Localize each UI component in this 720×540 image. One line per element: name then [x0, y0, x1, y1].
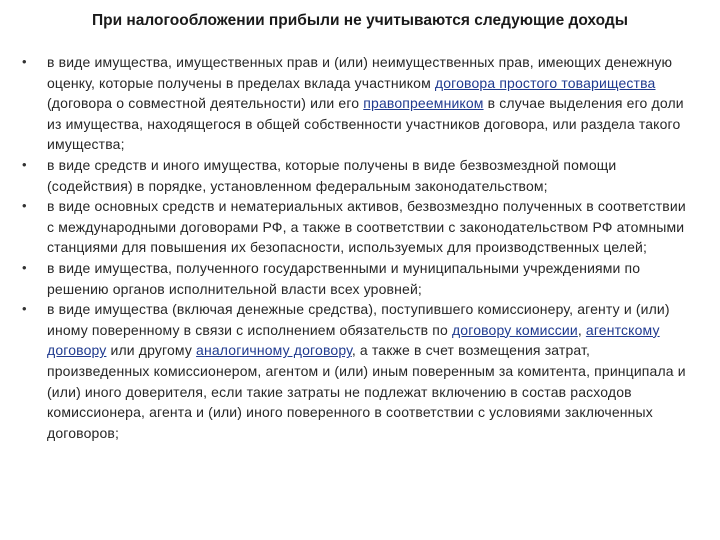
item-text: или другому [106, 342, 197, 359]
link-commission-agreement[interactable]: договору комиссии [451, 321, 578, 338]
link-similar-agreement[interactable]: аналогичному договору [196, 342, 352, 359]
list-item [22, 196, 694, 258]
bullet-icon: • [22, 301, 27, 317]
slide-title: При налогообложении прибыли не учитываются следующие доходы [91, 12, 628, 29]
income-list [22, 52, 694, 443]
item-text: , а также в счет возмещения затрат, произведенных комиссионером, агентом и (или) иным поверенным за комитента, принципала и (или) иного доверителя, если такие затраты не подлежат включению в состав расходов комиссионера, агента и (или) иного поверенного в соответствии с условиями заключенных договоров; [47, 342, 686, 441]
item-text: в виде средств и иного имущества, которые получены в виде безвозмездной помощи (содействия) в порядке, установленном федеральным законодательством; [47, 156, 617, 194]
item-text: в случае выделения его доли из имущества, находящегося в общей собственности участников договора, или раздела такого имущества; [47, 95, 684, 153]
bullet-icon: • [22, 259, 27, 275]
bullet-icon: • [22, 156, 27, 172]
bullet-icon: • [22, 54, 27, 69]
item-text: в виде имущества, полученного государственными и муниципальными учреждениями по решению органов исполнительной власти всех уровней; [47, 259, 641, 297]
list-item [22, 299, 694, 443]
item-text: , [577, 321, 586, 338]
link-simple-partnership-agreement[interactable]: договора простого товарищества [434, 74, 656, 91]
bullet-icon: • [22, 198, 27, 214]
item-text: в виде имущества, имущественных прав и (или) неимущественных прав, имеющих денежную оценку, которые получены в пределах вклада участником [47, 54, 673, 91]
item-text: (договора о совместной деятельности) или его [47, 95, 364, 112]
list-item [22, 258, 694, 299]
list-item [22, 155, 694, 196]
link-agency-agreement[interactable]: агентскому договору [47, 321, 660, 359]
list-item [22, 52, 694, 155]
item-text: в виде основных средств и нематериальных активов, безвозмездно полученных в соответствии с международными договорами РФ, а также в соответствии с законодательством РФ атомными станциями для повышения их безопасности, используемых для производственных целей; [47, 198, 686, 256]
link-legal-successor[interactable]: правопреемником [363, 95, 484, 112]
item-text: в виде имущества (включая денежные средства), поступившего комиссионеру, агенту и (или) иному поверенному в связи с исполнением обязательств по [47, 301, 670, 338]
